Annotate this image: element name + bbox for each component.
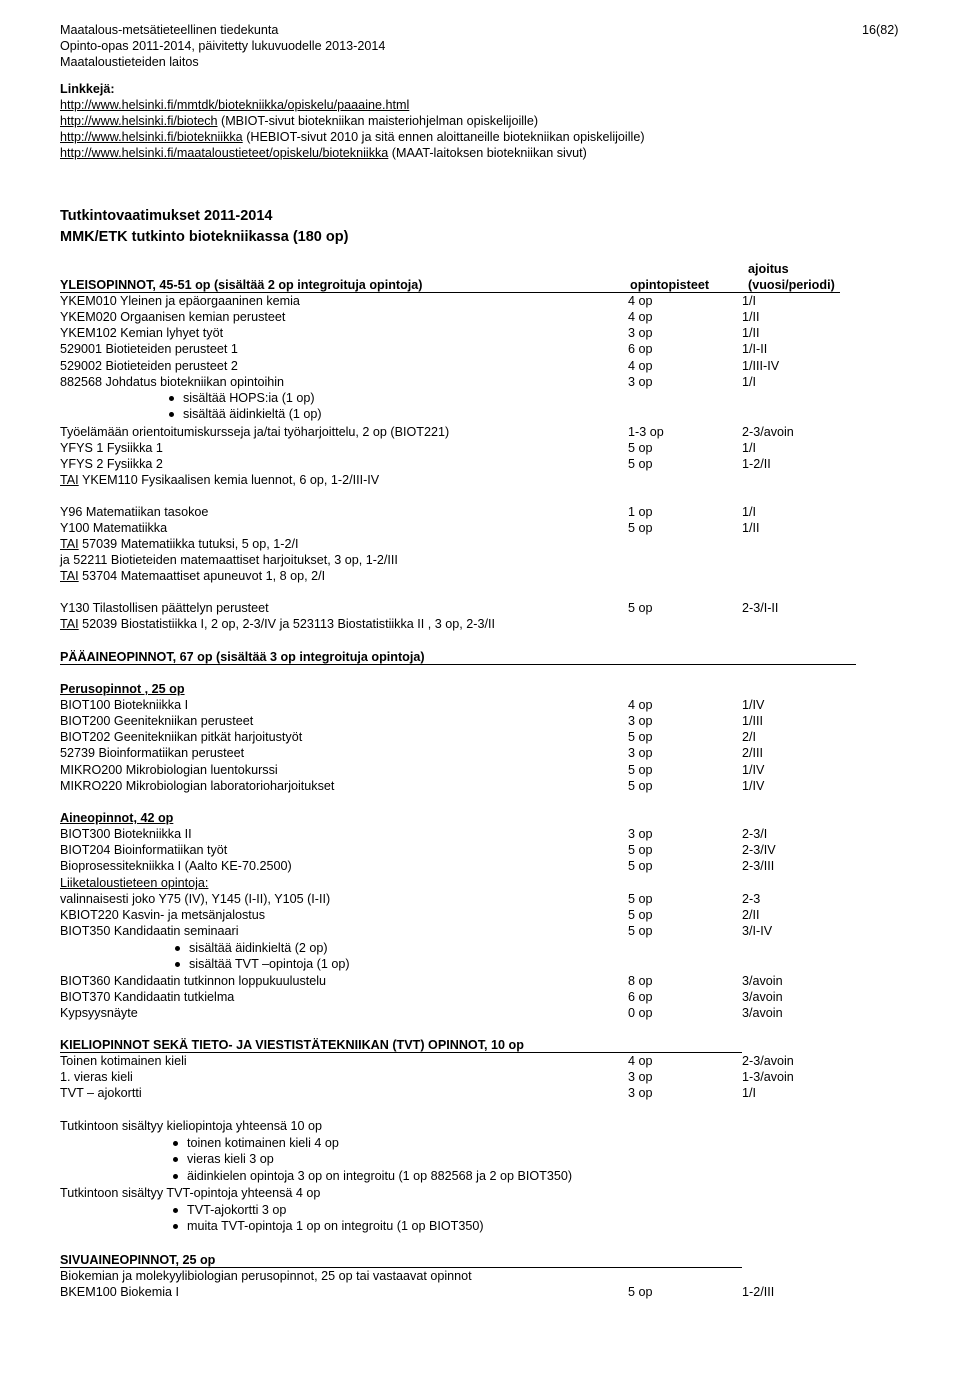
section-kieliopinnot-rule xyxy=(60,1052,742,1053)
tai-matemaattiset-apuneuvot xyxy=(60,569,325,584)
kieli-row-credits: 4 op xyxy=(628,1054,653,1068)
aine3-row-credits: 6 op xyxy=(628,990,653,1005)
kieli-row-title: 1. vieras kieli xyxy=(60,1070,133,1085)
yleis2-row-credits: 5 op xyxy=(628,441,653,456)
aine3-row-timing: 3/avoin xyxy=(742,1006,783,1021)
tvt-bullet: TVT-ajokortti 3 op xyxy=(187,1203,287,1217)
math-row-timing: 1/I xyxy=(742,505,757,519)
tai-fysikaalinen-kemia-text: YKEM110 Fysikaalisen kemia luennot, 6 op, 1-2/III-IV xyxy=(78,473,380,487)
aine-bullet: sisältää TVT –opintoja (1 op) xyxy=(189,957,350,972)
section-paaaineopinnot-rule xyxy=(60,664,856,665)
yleis-row-timing: 1/I xyxy=(742,294,757,308)
tai-biostatistiikka-tai: TAI xyxy=(60,617,79,631)
yleis2-row-timing: 2-3/avoin xyxy=(742,425,794,439)
column-header-opintopisteet: opintopisteet xyxy=(630,278,710,292)
section-sivuaineopinnot-rule xyxy=(60,1267,742,1268)
section-yleisopinnot: YLEISOPINNOT, 45-51 op (sisältää 2 op integroituja opintoja) xyxy=(60,278,423,292)
yleis2-row-credits: 1-3 op xyxy=(628,425,664,439)
aine3-row-credits: 0 op xyxy=(628,1006,653,1021)
kieli-row-timing: 1-3/avoin xyxy=(742,1070,794,1085)
kieli-note: Tutkintoon sisältyy kieliopintoja yhteensä 10 op xyxy=(60,1119,323,1133)
tai-matematiikka-tutuksi-text: 57039 Matematiikka tutuksi, 5 op, 1-2/I xyxy=(78,537,299,551)
link-biotekniikka-desc: (HEBIOT-sivut 2010 ja sitä ennen aloittaneille biotekniikan opiskelijoille) xyxy=(242,130,645,144)
aine2-row-title: BIOT350 Kandidaatin seminaari xyxy=(60,924,239,939)
tvt-bullet: muita TVT-opintoja 1 op on integroitu (1 op BIOT350) xyxy=(187,1219,484,1234)
perus-row-timing: 1/III xyxy=(742,714,763,729)
perus-row-title: BIOT202 Geenitekniikan pitkät harjoitustyöt xyxy=(60,730,303,745)
yleis2-row-title: YFYS 1 Fysiikka 1 xyxy=(60,441,163,456)
tai-matemaattiset-apuneuvot-tai: TAI xyxy=(60,569,79,583)
math-row-title: Y100 Matematiikka xyxy=(60,521,168,536)
perus-row-credits: 5 op xyxy=(628,730,653,745)
liiketalous-heading: Liiketaloustieteen opintoja: xyxy=(60,876,209,890)
aine-row-credits: 5 op xyxy=(628,843,653,858)
yleis-row-timing: 1/I xyxy=(742,374,757,389)
aine-row-credits: 5 op xyxy=(628,859,653,874)
header-rule xyxy=(60,292,840,293)
aine-row-timing: 2-3/III xyxy=(742,859,775,874)
perus-row-title: MIKRO220 Mikrobiologian laboratorioharjoitukset xyxy=(60,778,335,793)
aine3-row-timing: 3/avoin xyxy=(742,974,783,988)
yleis2-row-title: YFYS 2 Fysiikka 2 xyxy=(60,457,163,472)
kieli-row-timing: 2-3/avoin xyxy=(742,1054,794,1068)
yleis-row-title: YKEM010 Yleinen ja epäorgaaninen kemia xyxy=(60,294,300,308)
perus-row-credits: 5 op xyxy=(628,762,653,777)
math-row-credits: 1 op xyxy=(628,505,653,519)
perus-row-credits: 3 op xyxy=(628,714,653,729)
column-header-vuosi: (vuosi/periodi) xyxy=(748,278,835,292)
perus-row-title: MIKRO200 Mikrobiologian luentokurssi xyxy=(60,762,278,777)
aineopinnot-heading: Aineopinnot, 42 op xyxy=(60,811,174,825)
tai-biostatistiikka-text: 52039 Biostatistiikka I, 2 op, 2-3/IV ja 523113 Biostatistiikka II , 3 op, 2-3/II xyxy=(78,617,495,631)
page-title: Tutkintovaatimukset 2011-2014 xyxy=(60,208,273,224)
yleis-row-credits: 4 op xyxy=(628,310,653,325)
aine2-row-credits: 5 op xyxy=(628,924,653,939)
page-number: 16(82) xyxy=(862,23,899,37)
yleis-bullet: sisältää äidinkieltä (1 op) xyxy=(183,407,322,422)
tai-matematiikka-tutuksi-tai: TAI xyxy=(60,537,79,551)
yleis-row-credits: 4 op xyxy=(628,358,653,373)
tvt-note: Tutkintoon sisältyy TVT-opintoja yhteensä 4 op xyxy=(60,1186,321,1200)
kieli-row-timing: 1/I xyxy=(742,1086,757,1101)
aine3-row-title: BIOT360 Kandidaatin tutkinnon loppukuulustelu xyxy=(60,974,327,988)
perus-row-timing: 1/IV xyxy=(742,698,765,712)
ja-biotieteiden-matematiikka: ja 52211 Biotieteiden matemaattiset harjoitukset, 3 op, 1-2/III xyxy=(60,553,398,567)
perus-row-timing: 2/III xyxy=(742,746,763,761)
kieli-row-title: TVT – ajokortti xyxy=(60,1086,142,1101)
yleis-row-credits: 4 op xyxy=(628,294,653,308)
stat-row-timing: 2-3/I-II xyxy=(742,601,779,615)
stat-row-title: Y130 Tilastollisen päättelyn perusteet xyxy=(60,601,269,615)
yleis-row-title: YKEM102 Kemian lyhyet työt xyxy=(60,326,224,341)
aine-row-timing: 2-3/IV xyxy=(742,843,776,858)
yleis-row-timing: 1/II xyxy=(742,310,760,325)
aine2-row-timing: 3/I-IV xyxy=(742,924,773,939)
yleis2-row-title: Työelämään orientoitumiskursseja ja/tai työharjoittelu, 2 op (BIOT221) xyxy=(60,425,450,439)
tai-biostatistiikka xyxy=(60,617,495,632)
link-biotech-desc: (MBIOT-sivut biotekniikan maisteriohjelman opiskelijoille) xyxy=(217,114,539,128)
aine3-row-title: Kypsyysnäyte xyxy=(60,1006,138,1021)
yleis-row-timing: 1/III-IV xyxy=(742,358,780,373)
perus-row-timing: 1/IV xyxy=(742,778,765,793)
yleis-row-credits: 3 op xyxy=(628,374,653,389)
yleis2-row-timing: 1/I xyxy=(742,441,757,456)
link-maataloustieteet[interactable]: http://www.helsinki.fi/maataloustieteet/opiskelu/biotekniikka xyxy=(60,146,389,160)
aine-row-title: BIOT204 Bioinformatiikan työt xyxy=(60,843,228,858)
sivu-row-title: BKEM100 Biokemia I xyxy=(60,1285,179,1299)
aine2-row-title: KBIOT220 Kasvin- ja metsänjalostus xyxy=(60,908,266,923)
link-biotech[interactable]: http://www.helsinki.fi/biotech xyxy=(60,114,218,128)
faculty-name: Maatalous-metsätieteellinen tiedekunta xyxy=(60,23,279,37)
perusopinnot-heading: Perusopinnot , 25 op xyxy=(60,682,185,696)
perus-row-title: BIOT100 Biotekniikka I xyxy=(60,698,189,712)
yleis-bullet: sisältää HOPS:ia (1 op) xyxy=(183,391,315,405)
math-row-title: Y96 Matematiikan tasokoe xyxy=(60,505,209,519)
aine-row-title: BIOT300 Biotekniikka II xyxy=(60,827,192,841)
aine-row-timing: 2-3/I xyxy=(742,827,768,841)
yleis-row-timing: 1/I-II xyxy=(742,342,768,357)
perus-row-credits: 5 op xyxy=(628,778,653,793)
aine2-row-title: valinnaisesti joko Y75 (IV), Y145 (I-II), Y105 (I-II) xyxy=(60,892,331,906)
perus-row-title: BIOT200 Geenitekniikan perusteet xyxy=(60,714,254,729)
stat-row-credits: 5 op xyxy=(628,601,653,615)
links-heading: Linkkejä: xyxy=(60,82,115,96)
tai-matemaattiset-apuneuvot-text: 53704 Matemaattiset apuneuvot 1, 8 op, 2/I xyxy=(78,569,326,583)
perus-row-credits: 3 op xyxy=(628,746,653,761)
perus-row-title: 52739 Bioinformatiikan perusteet xyxy=(60,746,245,761)
link-paaaine[interactable]: http://www.helsinki.fi/mmtdk/biotekniikka/opiskelu/paaaine.html xyxy=(60,98,410,112)
kieli-row-title: Toinen kotimainen kieli xyxy=(60,1054,187,1068)
tai-fysikaalinen-kemia-tai: TAI xyxy=(60,473,79,487)
math-row-timing: 1/II xyxy=(742,521,760,536)
department-name: Maataloustieteiden laitos xyxy=(60,55,199,69)
yleis-row-timing: 1/II xyxy=(742,326,760,341)
math-row-credits: 5 op xyxy=(628,521,653,536)
aine3-row-timing: 3/avoin xyxy=(742,990,783,1005)
yleis-row-title: 529002 Biotieteiden perusteet 2 xyxy=(60,358,238,373)
yleis2-row-timing: 1-2/II xyxy=(742,457,771,472)
perus-row-timing: 1/IV xyxy=(742,762,765,777)
aine-row-title: Bioprosessitekniikka I (Aalto KE-70.2500) xyxy=(60,859,292,874)
kieli-bullet: toinen kotimainen kieli 4 op xyxy=(187,1136,339,1150)
aine2-row-credits: 5 op xyxy=(628,908,653,923)
aine2-row-timing: 2/II xyxy=(742,908,760,923)
section-sivuaineopinnot: SIVUAINEOPINNOT, 25 op xyxy=(60,1253,216,1267)
aine2-row-timing: 2-3 xyxy=(742,892,761,906)
column-header-ajoitus: ajoitus xyxy=(748,262,789,276)
kieli-bullet: äidinkielen opintoja 3 op on integroitu (1 op 882568 ja 2 op BIOT350) xyxy=(187,1168,573,1183)
aine3-row-credits: 8 op xyxy=(628,974,653,988)
sivu-note: Biokemian ja molekyylibiologian perusopinnot, 25 op tai vastaavat opinnot xyxy=(60,1269,472,1283)
yleis-row-title: 529001 Biotieteiden perusteet 1 xyxy=(60,342,238,357)
kieli-bullet: vieras kieli 3 op xyxy=(187,1152,274,1167)
perus-row-credits: 4 op xyxy=(628,698,653,712)
aine2-row-credits: 5 op xyxy=(628,892,653,906)
aine3-row-title: BIOT370 Kandidaatin tutkielma xyxy=(60,990,235,1005)
section-kieliopinnot: KIELIOPINNOT SEKÄ TIETO- JA VIESTISTÄTEKNIIKAN (TVT) OPINNOT, 10 op xyxy=(60,1038,524,1052)
kieli-row-credits: 3 op xyxy=(628,1070,653,1085)
yleis-row-title: YKEM020 Orgaanisen kemian perusteet xyxy=(60,310,286,325)
yleis-row-title: 882568 Johdatus biotekniikan opintoihin xyxy=(60,374,285,389)
kieli-row-credits: 3 op xyxy=(628,1086,653,1101)
perus-row-timing: 2/I xyxy=(742,730,757,745)
yleis2-row-credits: 5 op xyxy=(628,457,653,472)
aine-row-credits: 3 op xyxy=(628,827,653,841)
link-maataloustieteet-desc: (MAAT-laitoksen biotekniikan sivut) xyxy=(388,146,587,160)
page-subtitle: MMK/ETK tutkinto biotekniikassa (180 op) xyxy=(60,229,349,245)
sivu-row-timing: 1-2/III xyxy=(742,1285,775,1299)
guide-title: Opinto-opas 2011-2014, päivitetty lukuvuodelle 2013-2014 xyxy=(60,39,386,53)
link-biotekniikka[interactable]: http://www.helsinki.fi/biotekniikka xyxy=(60,130,243,144)
yleis-row-credits: 6 op xyxy=(628,342,653,357)
tai-matematiikka-tutuksi xyxy=(60,537,298,552)
yleis-row-credits: 3 op xyxy=(628,326,653,341)
sivu-row-credits: 5 op xyxy=(628,1285,653,1299)
tai-fysikaalinen-kemia xyxy=(60,473,379,488)
aine-bullet: sisältää äidinkieltä (2 op) xyxy=(189,941,328,955)
section-paaaineopinnot: PÄÄAINEOPINNOT, 67 op (sisältää 3 op integroituja opintoja) xyxy=(60,650,425,664)
